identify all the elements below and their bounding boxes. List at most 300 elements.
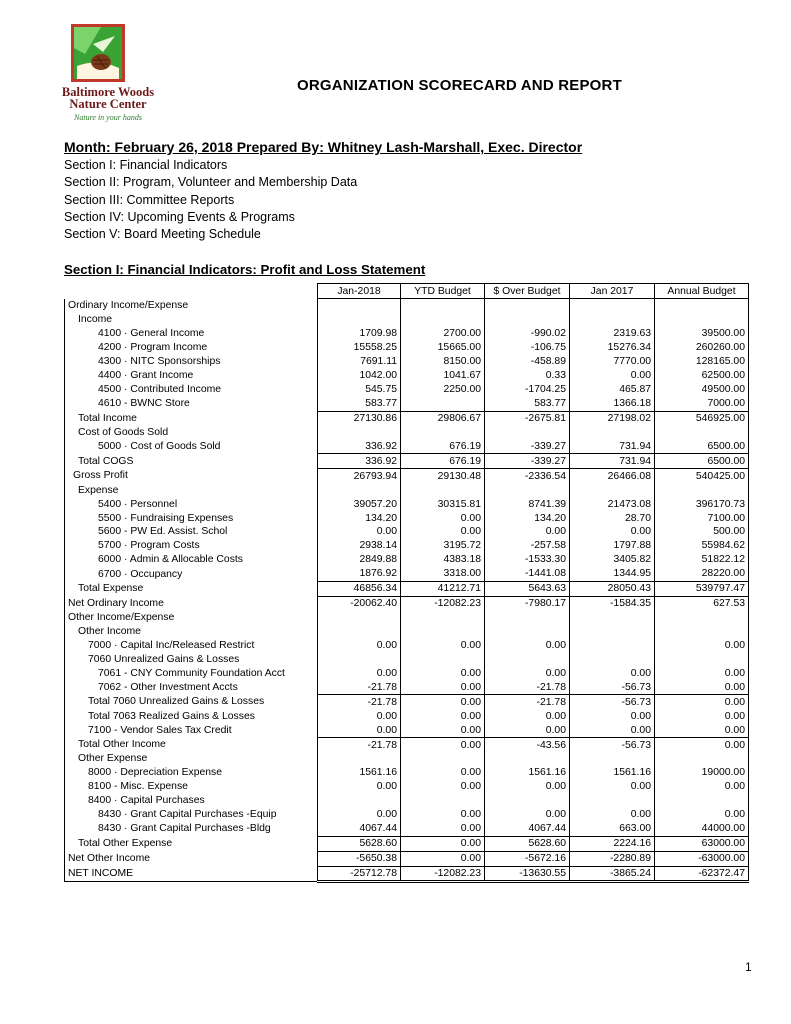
row-value: 0.00: [485, 723, 570, 737]
row-value: 0.00: [655, 695, 749, 709]
row-label: Total COGS: [65, 454, 318, 469]
row-value: -1704.25: [485, 383, 570, 397]
row-label: 6700 · Occupancy: [65, 567, 318, 581]
row-value: 29806.67: [401, 411, 485, 425]
row-value: 1797.88: [570, 539, 655, 553]
row-value: 28050.43: [570, 581, 655, 596]
row-value: 7100.00: [655, 511, 749, 525]
row-value: 5643.63: [485, 581, 570, 596]
section-item: Section II: Program, Volunteer and Membership Data: [64, 175, 358, 190]
row-label: 7060 Unrealized Gains & Losses: [65, 652, 318, 666]
row-value: -1584.35: [570, 596, 655, 610]
row-value: [655, 483, 749, 497]
row-value: -1441.08: [485, 567, 570, 581]
row-value: 0.00: [401, 851, 485, 866]
profit-loss-table: [64, 283, 749, 883]
row-value: 0.00: [401, 780, 485, 794]
row-value: [318, 313, 401, 327]
row-value: [318, 794, 401, 808]
pinecone-logo-icon: [71, 24, 125, 82]
row-value: [318, 425, 401, 439]
row-value: 0.00: [655, 738, 749, 752]
row-value: 0.00: [570, 369, 655, 383]
row-value: [655, 611, 749, 625]
row-value: 15665.00: [401, 341, 485, 355]
row-value: 7691.11: [318, 355, 401, 369]
row-label: Gross Profit: [65, 469, 318, 483]
row-label: Total Other Income: [65, 738, 318, 752]
row-value: -339.27: [485, 454, 570, 469]
row-value: 39500.00: [655, 327, 749, 341]
column-header: Jan-2018: [318, 284, 401, 299]
row-value: 1709.98: [318, 327, 401, 341]
row-value: -458.89: [485, 355, 570, 369]
row-value: 0.00: [318, 780, 401, 794]
row-value: 27198.02: [570, 411, 655, 425]
row-value: [318, 625, 401, 639]
table-body: [65, 299, 749, 882]
row-value: 0.00: [570, 723, 655, 737]
row-value: [485, 299, 570, 313]
row-value: [485, 611, 570, 625]
row-value: 3195.72: [401, 539, 485, 553]
row-value: [485, 794, 570, 808]
row-label: Total 7063 Realized Gains & Losses: [65, 709, 318, 723]
row-value: [485, 652, 570, 666]
table-row: [65, 553, 749, 567]
row-label: Total Income: [65, 411, 318, 425]
row-value: 0.00: [401, 680, 485, 694]
row-value: -1533.30: [485, 553, 570, 567]
row-value: -7980.17: [485, 596, 570, 610]
table-row: [65, 596, 749, 610]
row-value: 0.00: [318, 808, 401, 822]
row-value: [401, 794, 485, 808]
row-value: -2280.89: [570, 851, 655, 866]
row-value: [570, 639, 655, 653]
row-value: 0.00: [570, 666, 655, 680]
row-value: -25712.78: [318, 866, 401, 882]
row-value: 0.00: [401, 525, 485, 539]
table-row: [65, 454, 749, 469]
row-value: [401, 483, 485, 497]
row-label: Other Expense: [65, 752, 318, 766]
row-value: -21.78: [318, 695, 401, 709]
row-value: 663.00: [570, 822, 655, 836]
row-value: [401, 313, 485, 327]
header-blank: [65, 284, 318, 299]
row-value: 0.00: [318, 525, 401, 539]
row-value: [655, 752, 749, 766]
row-value: 55984.62: [655, 539, 749, 553]
row-value: -257.58: [485, 539, 570, 553]
table-row: [65, 469, 749, 483]
row-value: 0.00: [655, 808, 749, 822]
row-value: 19000.00: [655, 766, 749, 780]
row-value: 1561.16: [570, 766, 655, 780]
row-value: [485, 313, 570, 327]
row-value: 7770.00: [570, 355, 655, 369]
row-label: Expense: [65, 483, 318, 497]
row-value: 0.00: [401, 822, 485, 836]
row-value: -12082.23: [401, 866, 485, 882]
table-row: [65, 794, 749, 808]
row-value: [655, 425, 749, 439]
row-label: Other Income/Expense: [65, 611, 318, 625]
row-value: 0.00: [485, 525, 570, 539]
row-value: 0.00: [655, 723, 749, 737]
row-value: -2675.81: [485, 411, 570, 425]
row-value: 336.92: [318, 439, 401, 453]
row-label: 8400 · Capital Purchases: [65, 794, 318, 808]
row-value: 0.00: [655, 780, 749, 794]
table-row: [65, 625, 749, 639]
section-item: Section V: Board Meeting Schedule: [64, 227, 261, 242]
row-value: 0.00: [485, 666, 570, 680]
row-value: 2700.00: [401, 327, 485, 341]
row-value: 15558.25: [318, 341, 401, 355]
row-label: Total Other Expense: [65, 836, 318, 851]
row-value: 0.00: [485, 808, 570, 822]
table-row: [65, 525, 749, 539]
row-value: 731.94: [570, 439, 655, 453]
table-row: [65, 851, 749, 866]
row-value: 44000.00: [655, 822, 749, 836]
table-row: [65, 341, 749, 355]
row-label: NET INCOME: [65, 866, 318, 882]
row-label: 5500 · Fundraising Expenses: [65, 511, 318, 525]
table-row: [65, 425, 749, 439]
page-title: ORGANIZATION SCORECARD AND REPORT: [297, 77, 622, 94]
table-row: [65, 511, 749, 525]
section-item: Section III: Committee Reports: [64, 192, 235, 207]
row-label: 4300 · NITC Sponsorships: [65, 355, 318, 369]
row-value: [485, 625, 570, 639]
row-value: 62500.00: [655, 369, 749, 383]
row-value: [485, 425, 570, 439]
table-row: [65, 866, 749, 882]
row-value: [655, 652, 749, 666]
row-value: 0.00: [401, 639, 485, 653]
row-value: 2250.00: [401, 383, 485, 397]
row-value: 0.00: [570, 780, 655, 794]
row-value: 0.00: [655, 666, 749, 680]
row-value: 26793.94: [318, 469, 401, 483]
row-label: Income: [65, 313, 318, 327]
row-value: 500.00: [655, 525, 749, 539]
row-value: 21473.08: [570, 497, 655, 511]
table-row: [65, 299, 749, 313]
row-value: 51822.12: [655, 553, 749, 567]
row-value: 26466.08: [570, 469, 655, 483]
row-value: 539797.47: [655, 581, 749, 596]
row-value: 2319.63: [570, 327, 655, 341]
row-value: [570, 313, 655, 327]
row-value: 0.00: [318, 639, 401, 653]
row-value: 2938.14: [318, 539, 401, 553]
table-row: [65, 567, 749, 581]
row-value: 1042.00: [318, 369, 401, 383]
row-value: [570, 625, 655, 639]
row-value: -21.78: [318, 680, 401, 694]
row-value: [401, 425, 485, 439]
row-value: 0.00: [401, 836, 485, 851]
row-value: 676.19: [401, 439, 485, 453]
row-value: -339.27: [485, 439, 570, 453]
logo-tagline: Nature in your hands: [74, 113, 142, 122]
row-value: 0.00: [401, 695, 485, 709]
row-value: [401, 625, 485, 639]
row-label: 6000 · Admin & Allocable Costs: [65, 553, 318, 567]
row-value: 46856.34: [318, 581, 401, 596]
row-label: Ordinary Income/Expense: [65, 299, 318, 313]
row-value: 0.00: [570, 709, 655, 723]
table-row: [65, 695, 749, 709]
row-value: [655, 625, 749, 639]
table-row: [65, 639, 749, 653]
row-value: [570, 425, 655, 439]
row-value: [318, 611, 401, 625]
table-row: [65, 483, 749, 497]
row-value: [401, 611, 485, 625]
table-row: [65, 652, 749, 666]
row-value: -3865.24: [570, 866, 655, 882]
row-label: 7100 - Vendor Sales Tax Credit: [65, 723, 318, 737]
row-value: 5628.60: [318, 836, 401, 851]
row-value: -21.78: [485, 680, 570, 694]
section-list: [64, 157, 357, 243]
row-label: 7000 · Capital Inc/Released Restrict: [65, 639, 318, 653]
row-label: Total 7060 Unrealized Gains & Losses: [65, 695, 318, 709]
row-value: 0.00: [401, 766, 485, 780]
row-value: 8741.39: [485, 497, 570, 511]
row-value: 0.00: [401, 666, 485, 680]
row-value: 0.00: [318, 666, 401, 680]
row-value: 1561.16: [318, 766, 401, 780]
row-value: 583.77: [485, 397, 570, 411]
row-value: [570, 752, 655, 766]
table-row: [65, 738, 749, 752]
row-value: 1366.18: [570, 397, 655, 411]
row-value: 28.70: [570, 511, 655, 525]
table-row: [65, 680, 749, 694]
row-value: 1876.92: [318, 567, 401, 581]
row-value: 49500.00: [655, 383, 749, 397]
row-value: 29130.48: [401, 469, 485, 483]
row-value: [318, 652, 401, 666]
row-label: 5700 · Program Costs: [65, 539, 318, 553]
organization-logo: [53, 24, 163, 124]
row-value: [570, 611, 655, 625]
page-number: 1: [745, 960, 752, 974]
row-value: 0.00: [485, 780, 570, 794]
table-row: [65, 369, 749, 383]
row-value: -21.78: [318, 738, 401, 752]
table-row: [65, 355, 749, 369]
row-value: 0.00: [485, 709, 570, 723]
row-value: 128165.00: [655, 355, 749, 369]
row-label: 5000 · Cost of Goods Sold: [65, 439, 318, 453]
table-row: [65, 411, 749, 425]
row-value: [570, 299, 655, 313]
row-value: 4067.44: [318, 822, 401, 836]
row-label: Net Other Income: [65, 851, 318, 866]
column-header: $ Over Budget: [485, 284, 570, 299]
row-value: 7000.00: [655, 397, 749, 411]
row-value: [570, 483, 655, 497]
row-value: 0.00: [401, 709, 485, 723]
row-value: 27130.86: [318, 411, 401, 425]
row-value: 0.00: [655, 639, 749, 653]
row-value: 540425.00: [655, 469, 749, 483]
row-value: [401, 752, 485, 766]
row-value: 8150.00: [401, 355, 485, 369]
table-row: [65, 822, 749, 836]
row-value: 1041.67: [401, 369, 485, 383]
table-row: [65, 581, 749, 596]
table-row: [65, 709, 749, 723]
row-label: 4500 · Contributed Income: [65, 383, 318, 397]
row-label: 8100 - Misc. Expense: [65, 780, 318, 794]
table-header-row: [65, 284, 749, 299]
row-value: 2224.16: [570, 836, 655, 851]
row-value: -106.75: [485, 341, 570, 355]
row-value: -21.78: [485, 695, 570, 709]
section-item: Section IV: Upcoming Events & Programs: [64, 209, 295, 224]
row-value: -5650.38: [318, 851, 401, 866]
row-value: [318, 483, 401, 497]
row-value: [485, 752, 570, 766]
row-value: [318, 752, 401, 766]
row-value: 4383.18: [401, 553, 485, 567]
row-value: 39057.20: [318, 497, 401, 511]
row-value: [570, 652, 655, 666]
row-value: 0.00: [401, 723, 485, 737]
column-header: Jan 2017: [570, 284, 655, 299]
row-label: 7061 - CNY Community Foundation Acct: [65, 666, 318, 680]
row-value: 545.75: [318, 383, 401, 397]
row-value: 627.53: [655, 596, 749, 610]
row-value: -5672.16: [485, 851, 570, 866]
row-value: 5628.60: [485, 836, 570, 851]
row-label: 4200 · Program Income: [65, 341, 318, 355]
row-value: [655, 794, 749, 808]
table-row: [65, 327, 749, 341]
row-value: -12082.23: [401, 596, 485, 610]
row-value: 0.00: [401, 511, 485, 525]
row-value: [401, 397, 485, 411]
row-value: 30315.81: [401, 497, 485, 511]
section-item: Section I: Financial Indicators: [64, 158, 228, 172]
table-row: [65, 313, 749, 327]
row-label: 7062 - Other Investment Accts: [65, 680, 318, 694]
row-value: [401, 652, 485, 666]
table-row: [65, 780, 749, 794]
row-value: -990.02: [485, 327, 570, 341]
row-value: 15276.34: [570, 341, 655, 355]
row-value: 583.77: [318, 397, 401, 411]
table-row: [65, 439, 749, 453]
row-value: -20062.40: [318, 596, 401, 610]
column-header: YTD Budget: [401, 284, 485, 299]
row-value: 1344.95: [570, 567, 655, 581]
table-row: [65, 383, 749, 397]
row-value: -56.73: [570, 738, 655, 752]
row-value: 731.94: [570, 454, 655, 469]
row-value: 260260.00: [655, 341, 749, 355]
row-value: [401, 299, 485, 313]
table-row: [65, 611, 749, 625]
row-value: 2849.88: [318, 553, 401, 567]
row-value: 63000.00: [655, 836, 749, 851]
row-label: 4100 · General Income: [65, 327, 318, 341]
row-label: 8430 · Grant Capital Purchases -Equip: [65, 808, 318, 822]
table-row: [65, 808, 749, 822]
row-value: 0.00: [570, 525, 655, 539]
row-value: [318, 299, 401, 313]
row-value: 4067.44: [485, 822, 570, 836]
table-row: [65, 539, 749, 553]
logo-line-2: Nature Center: [69, 97, 147, 111]
row-label: 4610 - BWNC Store: [65, 397, 318, 411]
row-value: -2336.54: [485, 469, 570, 483]
row-label: 5600 - PW Ed. Assist. Schol: [65, 525, 318, 539]
row-value: 0.00: [655, 680, 749, 694]
row-value: 3318.00: [401, 567, 485, 581]
row-value: 465.87: [570, 383, 655, 397]
row-value: 3405.82: [570, 553, 655, 567]
row-value: 41212.71: [401, 581, 485, 596]
column-header: Annual Budget: [655, 284, 749, 299]
row-value: 0.00: [485, 639, 570, 653]
row-label: 4400 · Grant Income: [65, 369, 318, 383]
row-value: 28220.00: [655, 567, 749, 581]
row-value: 1561.16: [485, 766, 570, 780]
table-row: [65, 497, 749, 511]
row-value: 6500.00: [655, 454, 749, 469]
row-value: [655, 313, 749, 327]
row-value: 134.20: [318, 511, 401, 525]
row-value: 0.00: [655, 709, 749, 723]
row-value: 0.33: [485, 369, 570, 383]
row-value: 336.92: [318, 454, 401, 469]
table-row: [65, 766, 749, 780]
row-label: Other Income: [65, 625, 318, 639]
table-row: [65, 836, 749, 851]
row-value: -56.73: [570, 680, 655, 694]
section-heading: Section I: Financial Indicators: Profit and Loss Statement: [64, 262, 426, 277]
row-value: [655, 299, 749, 313]
row-value: -56.73: [570, 695, 655, 709]
logo-line-1: Baltimore Woods: [61, 85, 155, 99]
row-label: 8430 · Grant Capital Purchases -Bldg: [65, 822, 318, 836]
row-value: [570, 794, 655, 808]
row-value: 0.00: [318, 709, 401, 723]
table-row: [65, 723, 749, 737]
row-value: 0.00: [401, 738, 485, 752]
table-row: [65, 397, 749, 411]
row-value: 6500.00: [655, 439, 749, 453]
row-value: -62372.47: [655, 866, 749, 882]
logo-name: [53, 86, 163, 110]
row-value: 676.19: [401, 454, 485, 469]
row-value: 0.00: [401, 808, 485, 822]
row-value: -43.56: [485, 738, 570, 752]
row-value: 546925.00: [655, 411, 749, 425]
table-row: [65, 752, 749, 766]
row-value: -63000.00: [655, 851, 749, 866]
report-header: Month: February 26, 2018 Prepared By: Whitney Lash-Marshall, Exec. Director: [64, 139, 583, 155]
